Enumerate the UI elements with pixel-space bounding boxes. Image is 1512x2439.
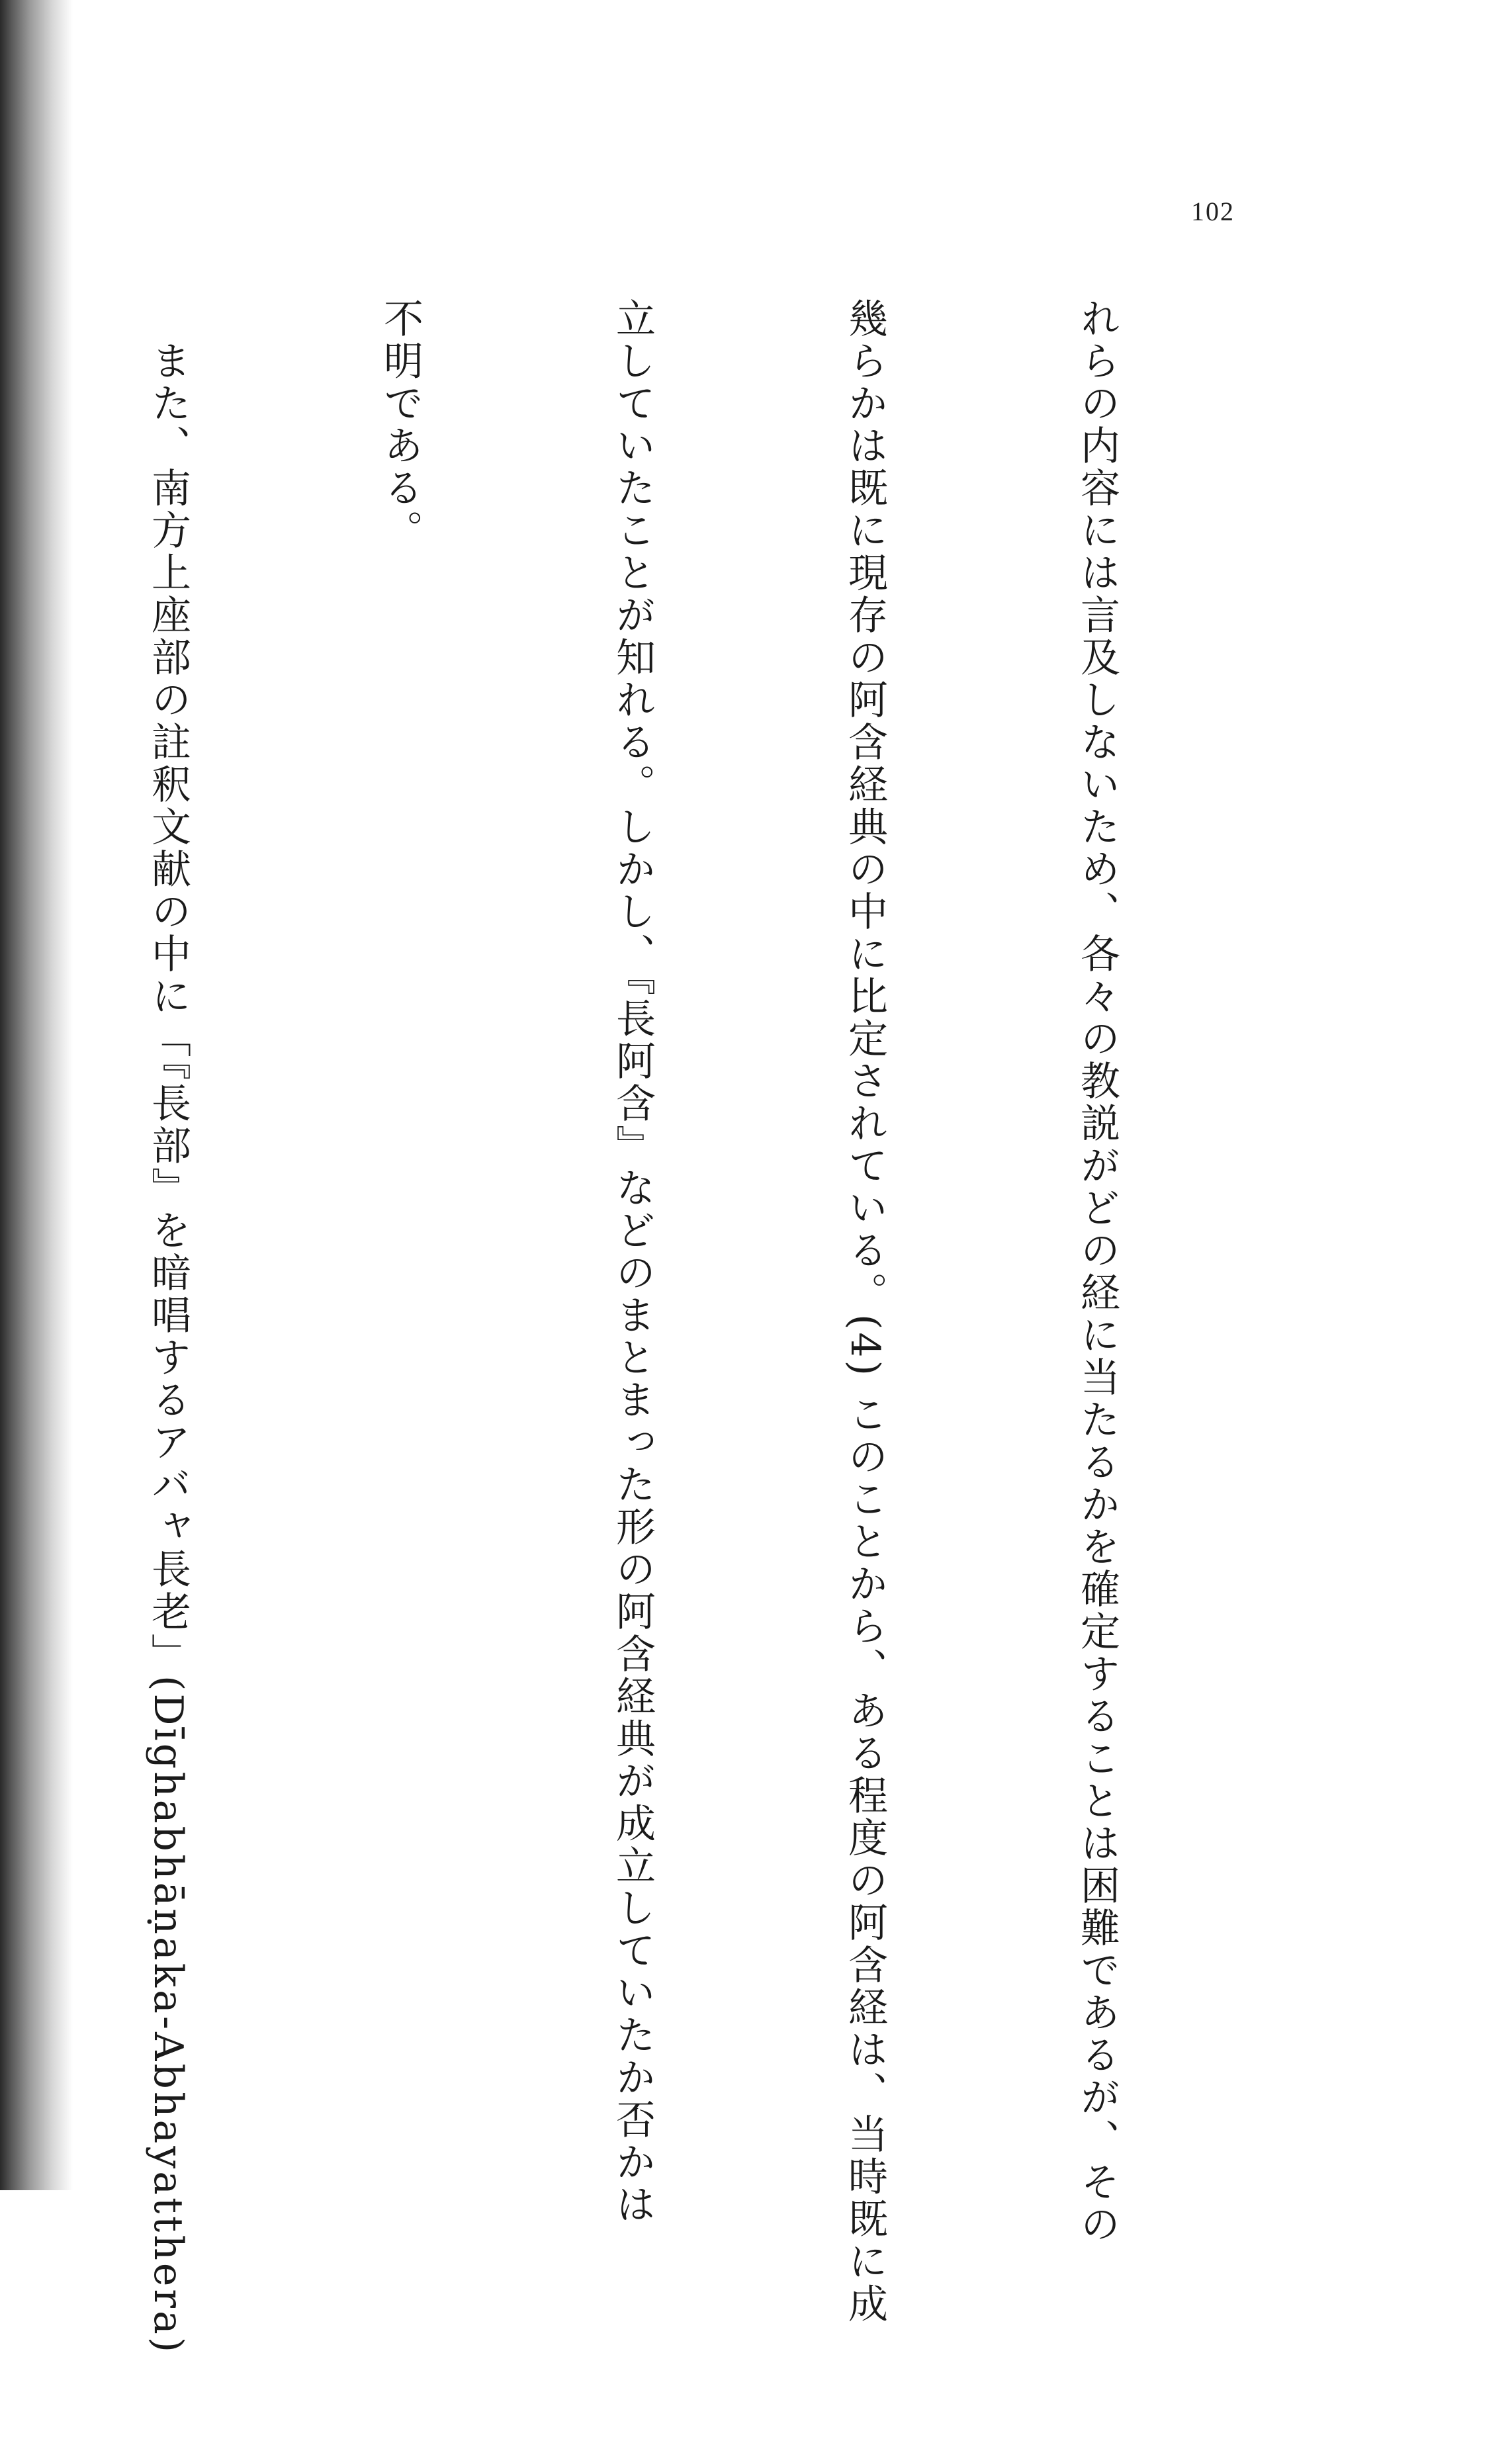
text-line: 幾らかは既に現存の阿含経典の中に比定されている。(4) このことから、ある程度の阿含経は、当時既に成 [842,298,888,2326]
text-line: また、南方上座部の註釈文献の中に「『長部』を暗唱するアバャ長老」(Dīghabhāṇaka-Abhayatthera) [145,298,191,2356]
text-line: 不明である。 [377,298,423,552]
page-number: 102 [1191,197,1235,226]
body-text [0,298,1290,2356]
text-line: 立していたことが知れる。しかし、『長阿含』などのまとまった形の阿含経典が成立していたか否かは [609,298,656,2226]
text-line: れらの内容には言及しないため、各々の教説がどの経に当たるかを確定することは困難であるが、その [1074,298,1120,2246]
